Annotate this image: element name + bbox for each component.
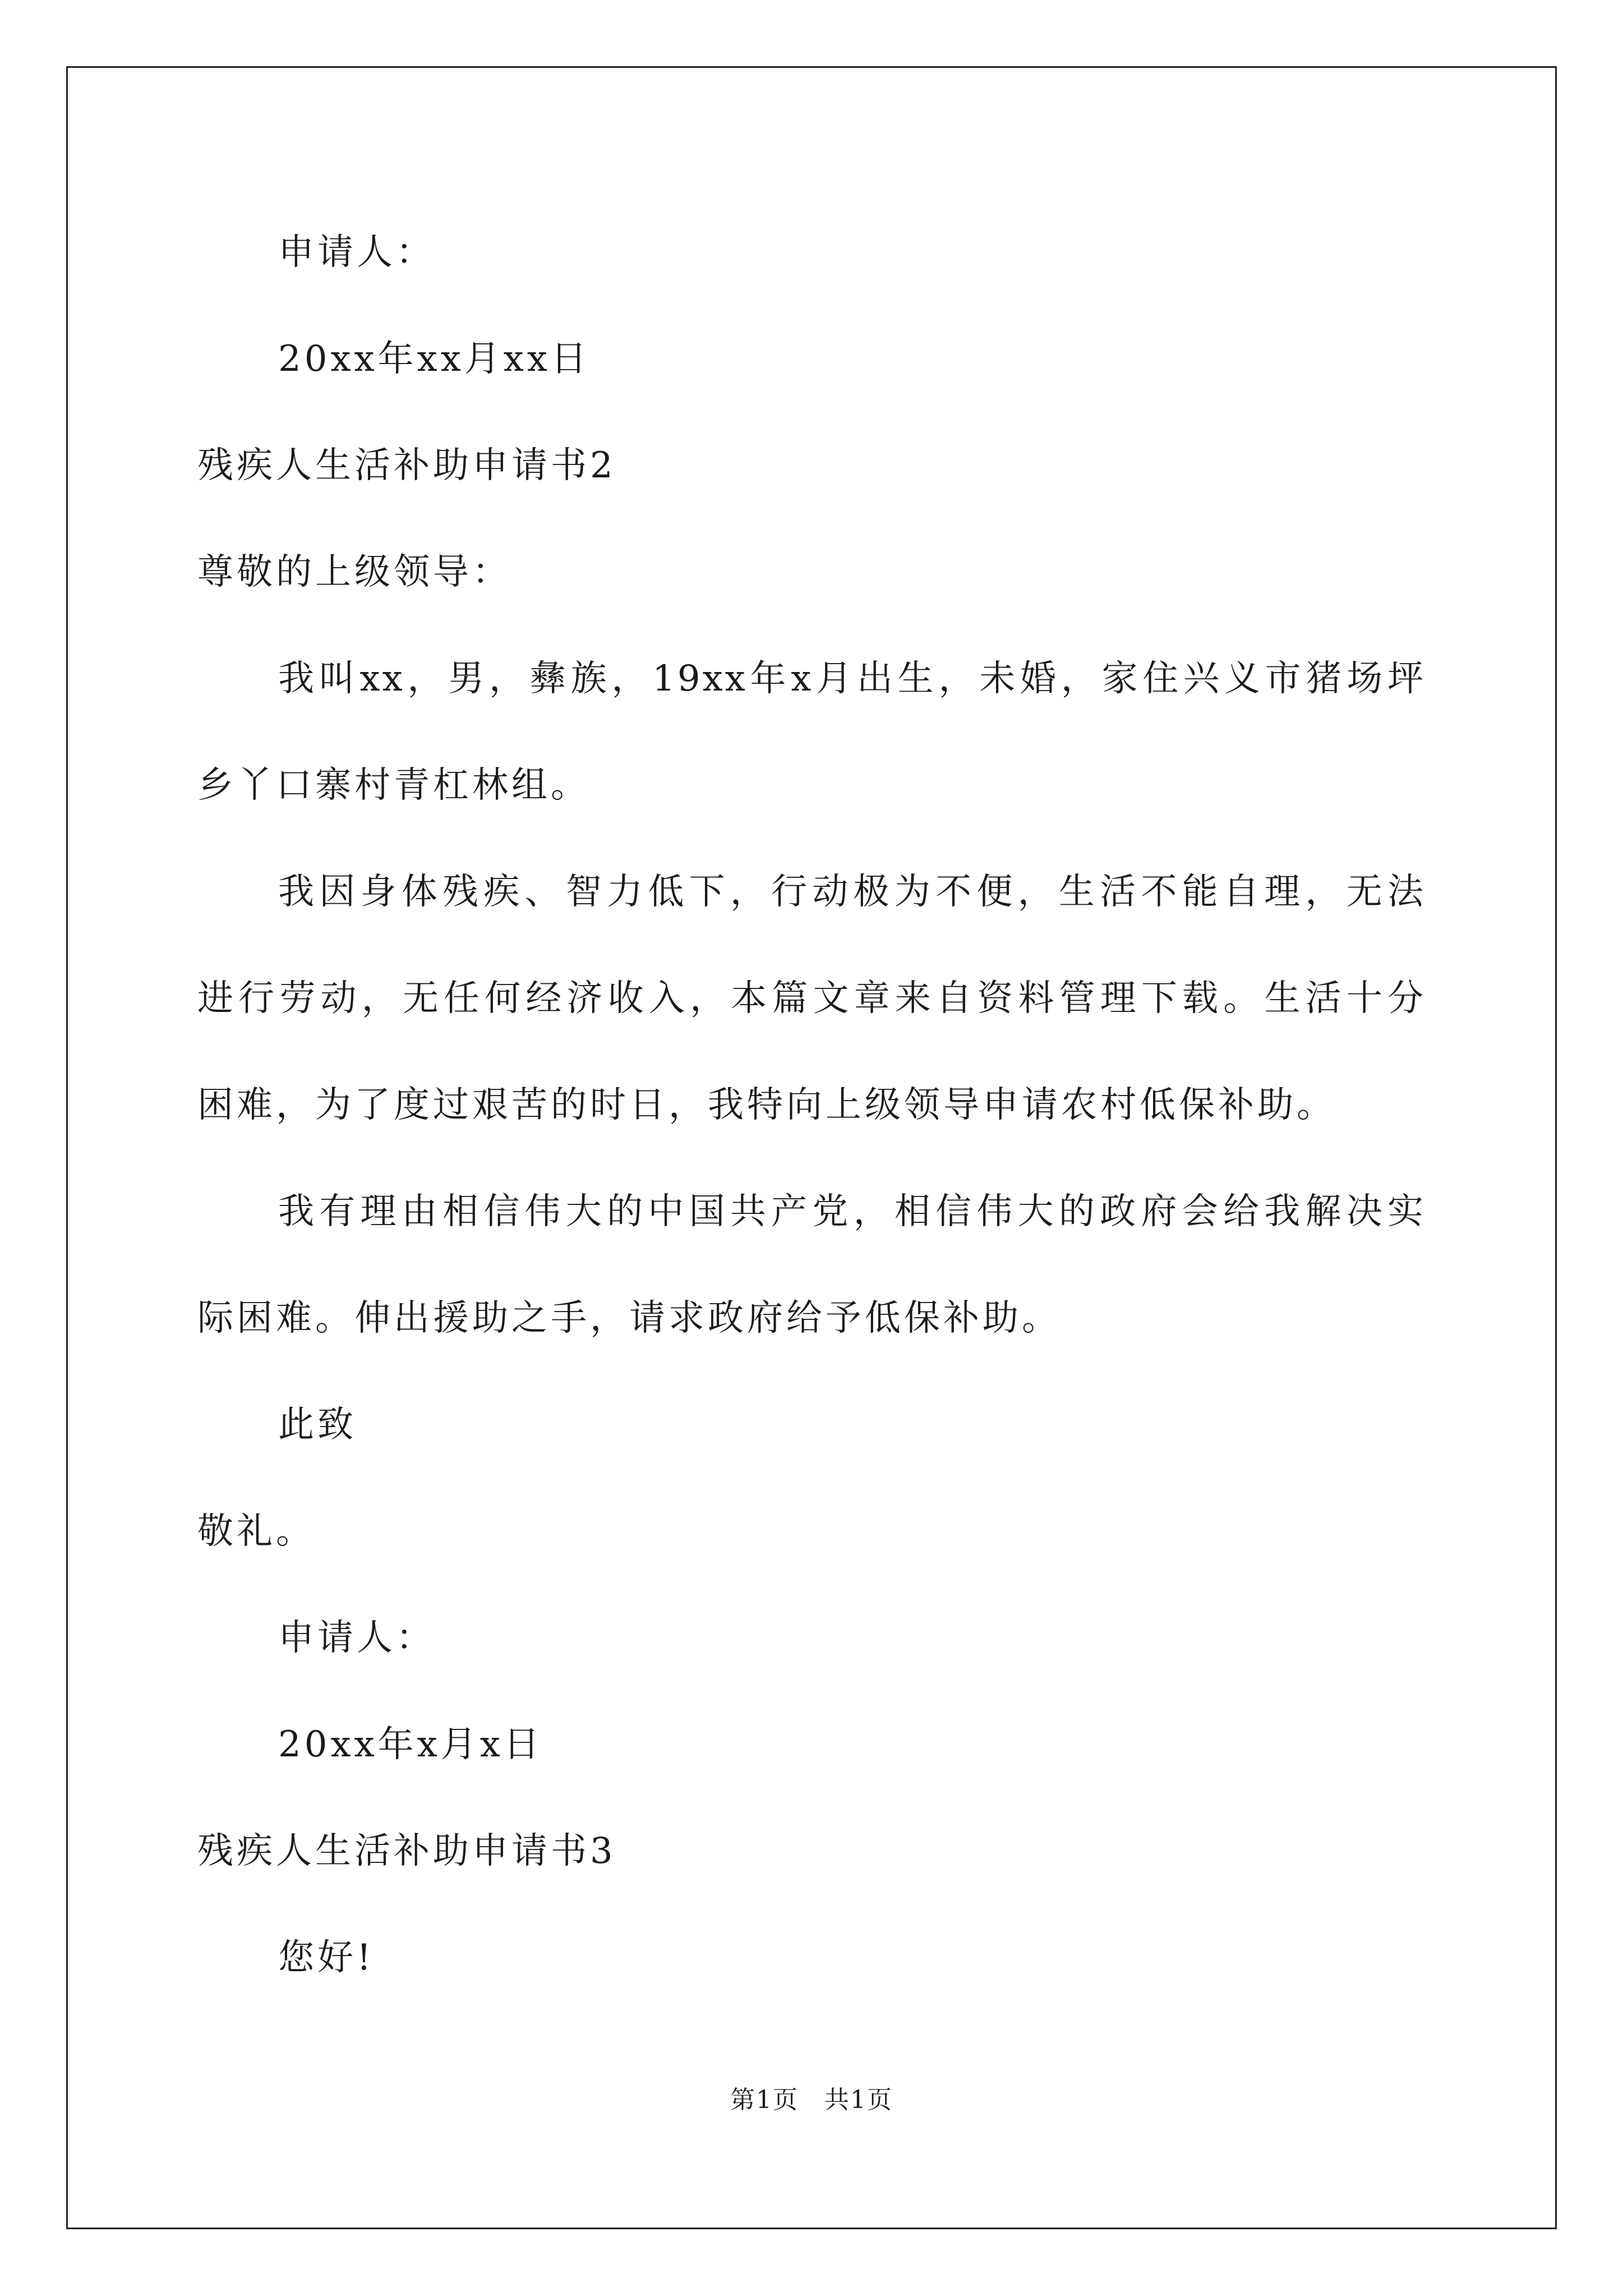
page-border (66, 66, 1557, 2229)
paragraph-line: 进行劳动，无任何经济收入，本篇文章来自资料管理下载。生活十分 (197, 978, 1426, 1019)
application-date: 20xx年x月x日 (278, 1724, 543, 1765)
salutation: 尊敬的上级领导： (197, 551, 511, 593)
paragraph-line: 我有理由相信伟大的中国共产党，相信伟大的政府会给我解决实 (278, 1191, 1426, 1232)
closing-salute: 敬礼。 (197, 1511, 315, 1552)
applicant-label: 申请人： (278, 1617, 435, 1659)
paragraph-line: 我因身体残疾、智力低下，行动极为不便，生活不能自理，无法 (278, 871, 1426, 913)
paragraph-line: 困难，为了度过艰苦的时日，我特向上级领导申请农村低保补助。 (197, 1084, 1336, 1126)
page-footer: 第1页 共1页 (730, 2086, 893, 2114)
paragraph-line: 我叫xx，男，彝族，19xx年x月出生，未婚，家住兴义市猪场坪 (278, 658, 1426, 700)
section-title-3: 残疾人生活补助申请书3 (197, 1830, 616, 1872)
greeting: 您好! (278, 1937, 375, 1978)
closing-phrase: 此致 (278, 1404, 357, 1446)
applicant-label: 申请人： (278, 232, 435, 273)
section-title-2: 残疾人生活补助申请书2 (197, 445, 616, 486)
application-date: 20xx年xx月xx日 (278, 338, 590, 380)
paragraph-line: 际困难。伸出援助之手，请求政府给予低保补助。 (197, 1297, 1061, 1339)
paragraph-line: 乡丫口寨村青杠林组。 (197, 765, 590, 806)
